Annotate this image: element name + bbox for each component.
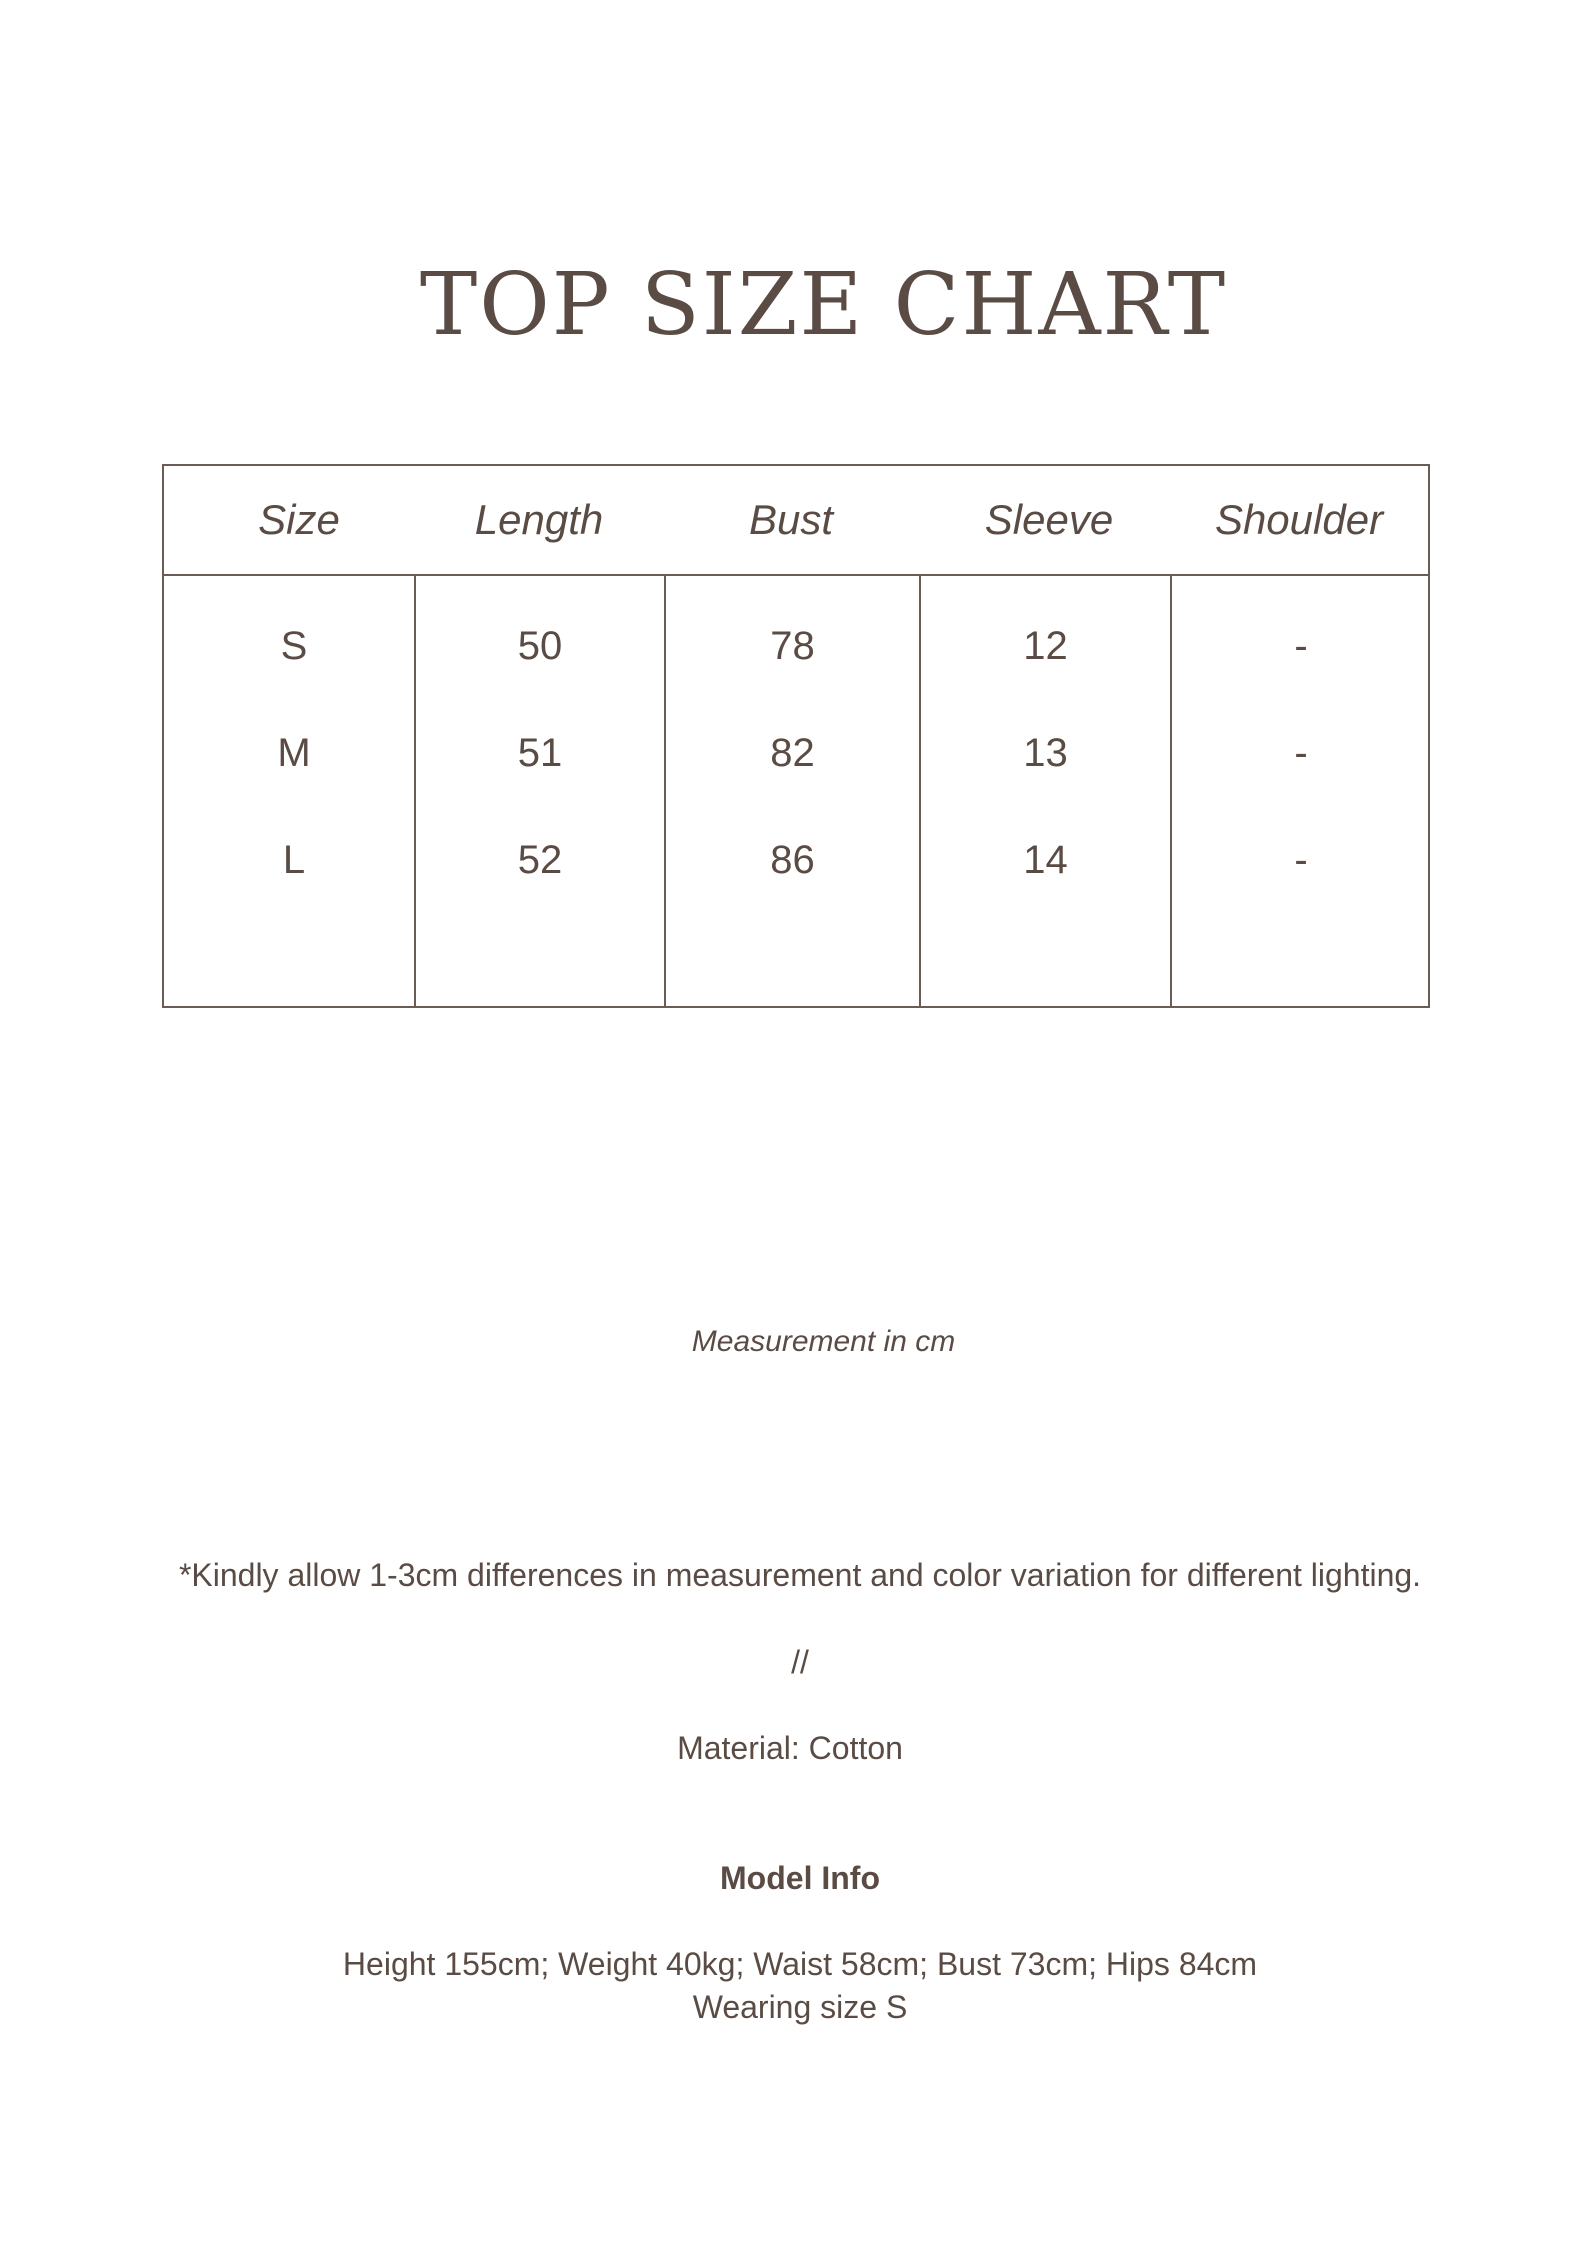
table-cell: 82 bbox=[770, 731, 815, 775]
table-cell: - bbox=[1294, 624, 1308, 668]
table-cell: 86 bbox=[770, 838, 815, 882]
column-length bbox=[416, 576, 664, 1008]
table-cell: 50 bbox=[517, 624, 563, 668]
disclaimer-text: *Kindly allow 1-3cm differences in measurement and color variation for different lighting. bbox=[178, 1557, 1422, 1593]
table-cell: - bbox=[1294, 838, 1308, 882]
model-info-heading: Model Info bbox=[720, 1860, 880, 1896]
column-shoulder bbox=[1172, 576, 1430, 1008]
page-title: TOP SIZE CHART bbox=[419, 255, 1228, 355]
model-size-text: Wearing size S bbox=[692, 1989, 908, 2025]
table-cell: L bbox=[282, 838, 306, 882]
size-chart-table bbox=[162, 464, 1430, 1008]
table-cell: 14 bbox=[1023, 838, 1068, 882]
column-size bbox=[164, 576, 424, 1008]
table-cell: 52 bbox=[517, 838, 563, 882]
table-cell: 13 bbox=[1023, 731, 1068, 775]
table-cell: 78 bbox=[770, 624, 815, 668]
header-bust: Bust bbox=[748, 496, 834, 543]
header-shoulder: Shoulder bbox=[1214, 496, 1384, 543]
table-cell: - bbox=[1294, 731, 1308, 775]
table-cell: 12 bbox=[1023, 624, 1068, 668]
column-sleeve bbox=[921, 576, 1170, 1008]
table-cell: S bbox=[280, 624, 308, 668]
column-bust bbox=[666, 576, 919, 1008]
header-sleeve: Sleeve bbox=[984, 496, 1114, 543]
material-text: Material: Cotton bbox=[677, 1730, 903, 1766]
table-cell: 51 bbox=[517, 731, 563, 775]
header-size: Size bbox=[258, 496, 340, 543]
model-stats-text: Height 155cm; Weight 40kg; Waist 58cm; Bust 73cm; Hips 84cm bbox=[342, 1946, 1258, 1982]
table-cell: M bbox=[277, 731, 311, 775]
measurement-unit-caption: Measurement in cm bbox=[691, 1325, 956, 1358]
header-length: Length bbox=[474, 496, 604, 543]
table-header-row bbox=[164, 466, 1428, 576]
separator-text: // bbox=[791, 1644, 809, 1680]
